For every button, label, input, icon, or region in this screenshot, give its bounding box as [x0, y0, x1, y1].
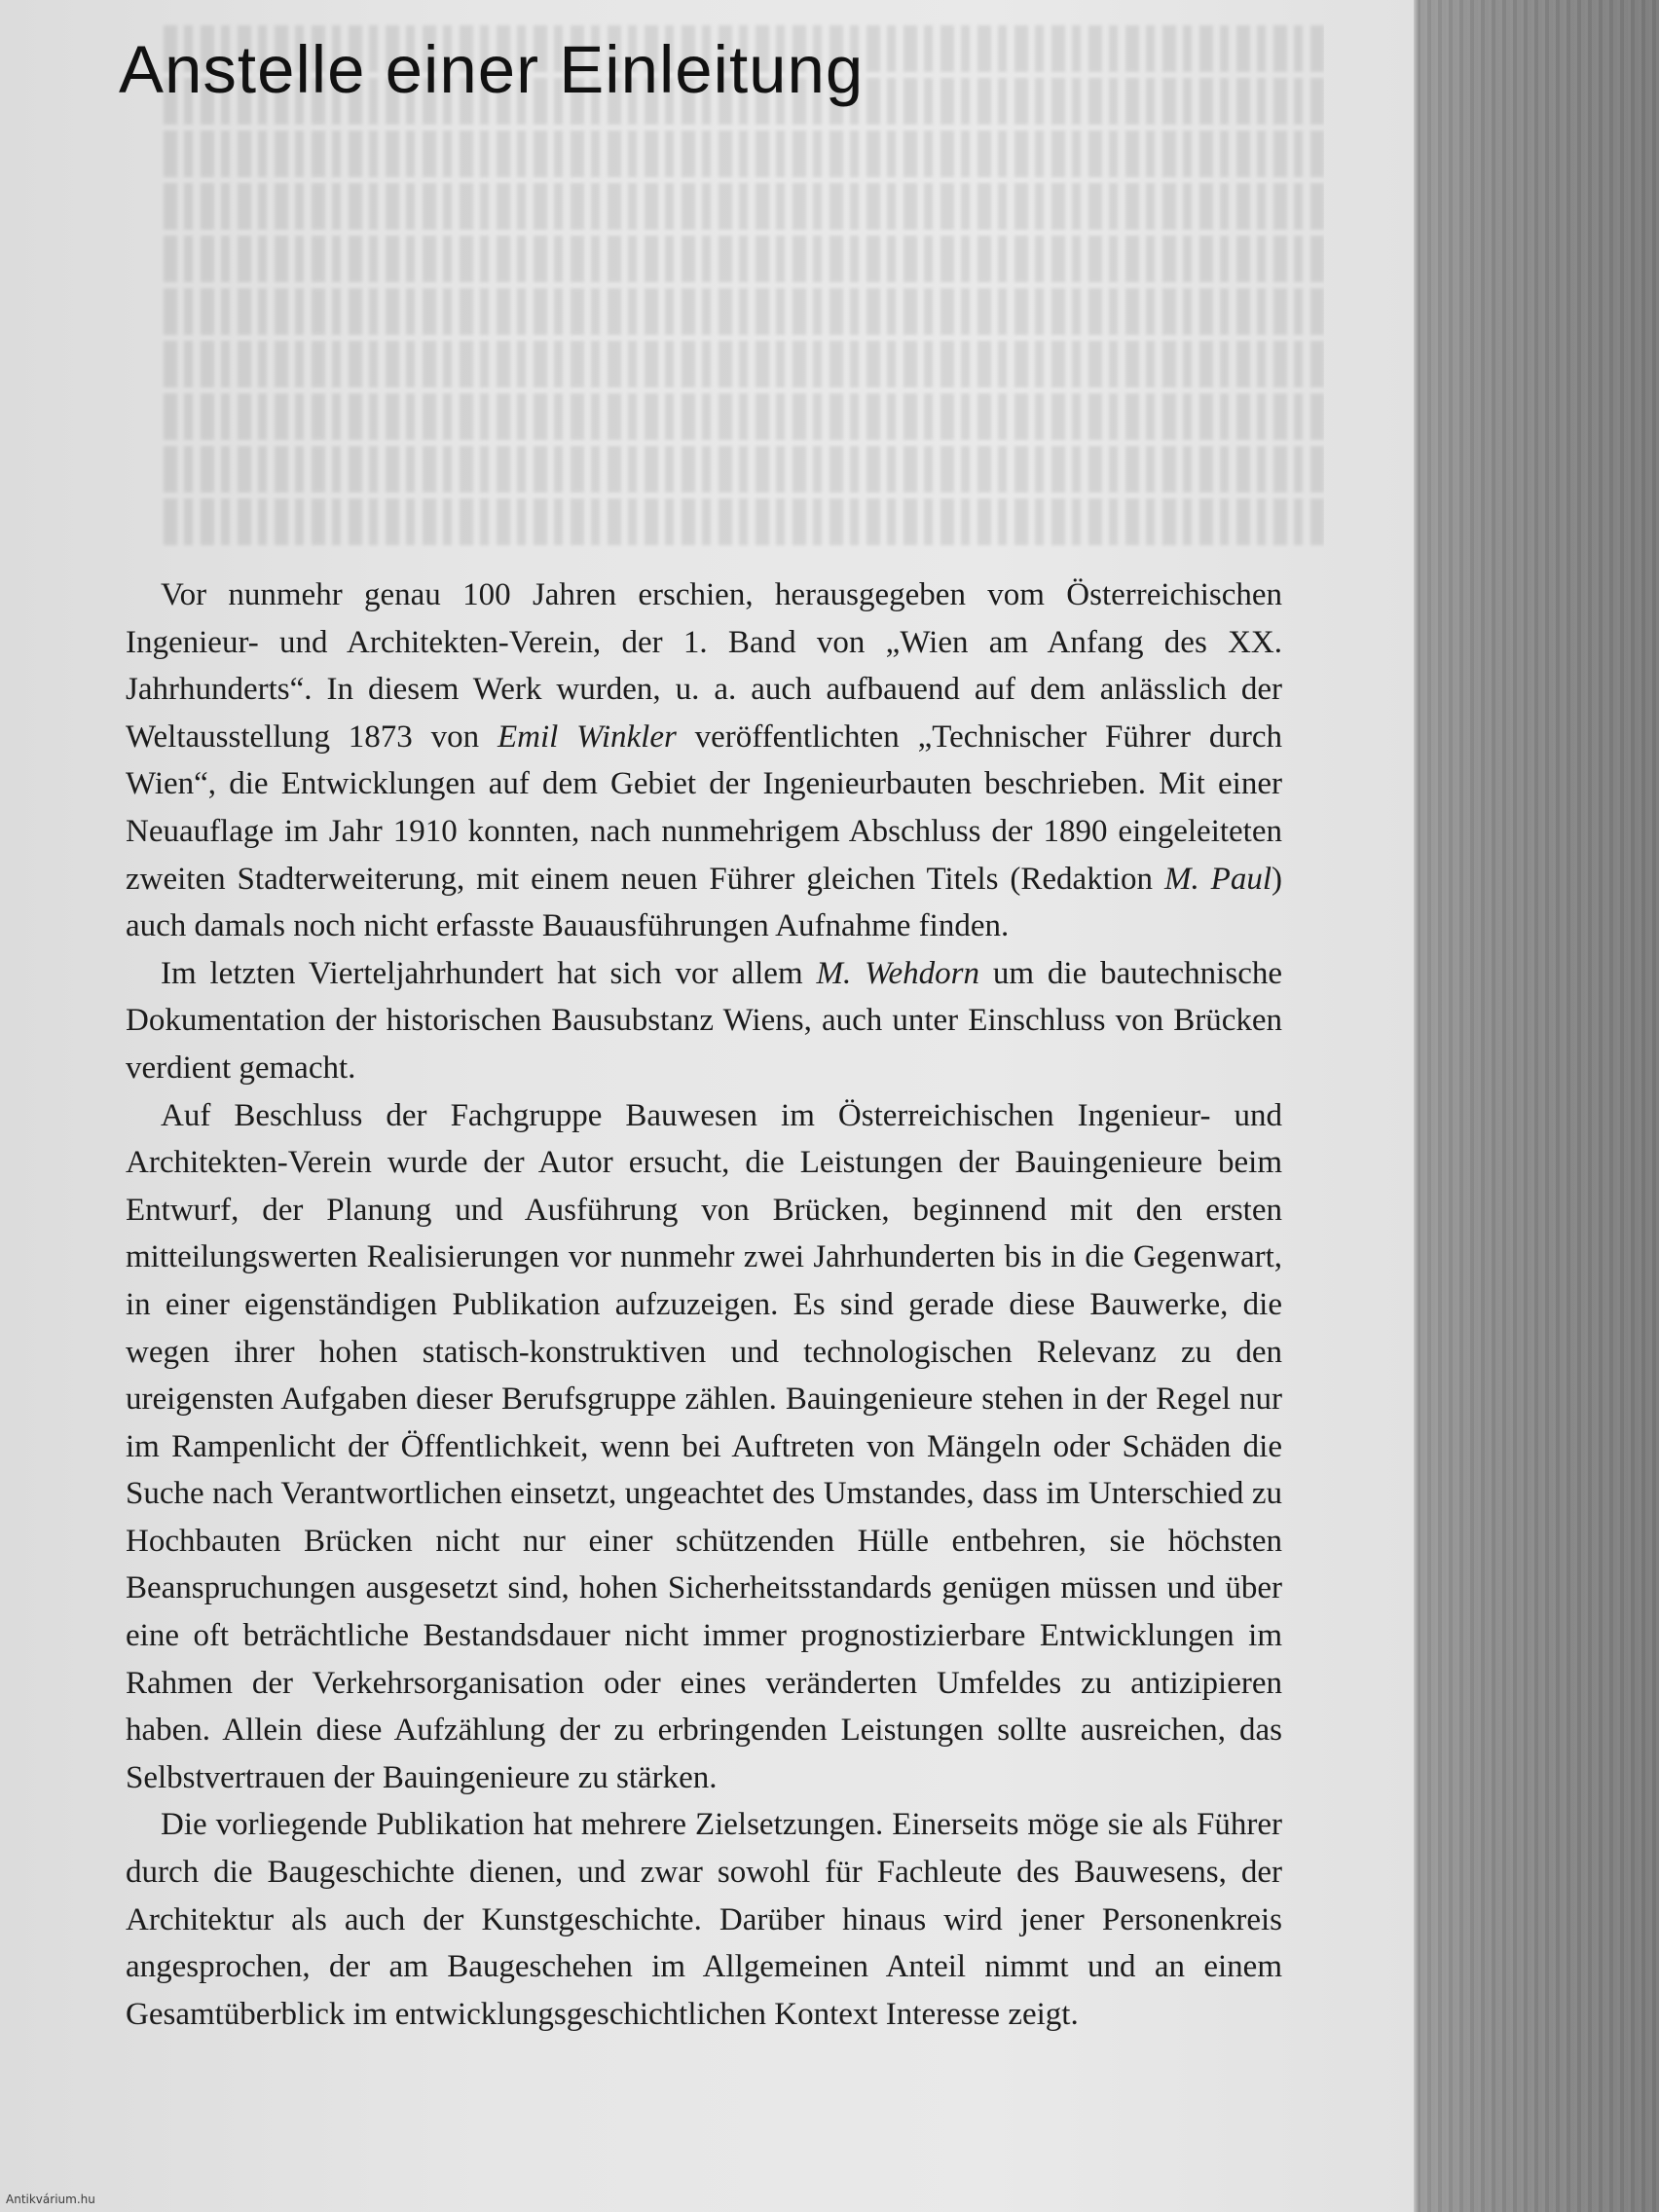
italic-name: M. Wehdorn [816, 955, 980, 991]
italic-name: M. Paul [1163, 861, 1272, 897]
watermark: Antikvárium.hu [6, 2193, 95, 2206]
text-segment: Vor nunmehr genau 100 Jahren erschien, herausgegeben vom Österreichischen Ingenieur- und Architekten-Verein, der 1. Band von „Wien am Anfang des XX. Jahrhunderts“. In diesem Werk wurden, u. a. auch aufbauend auf dem anlässlich der Weltausstellung 1873 von [126, 577, 1282, 755]
text-segment: ) auch damals noch nicht erfasste Bauausführungen Aufnahme finden. [126, 861, 1282, 944]
page-edge [1414, 0, 1419, 2212]
text-segment: um die bautechnische Dokumentation der historischen Bausubstanz Wiens, auch unter Einschluss von Brücken verdient gemacht. [126, 955, 1282, 1086]
body-text [126, 571, 1282, 2038]
paragraph-1 [126, 571, 1282, 950]
text-segment: Auf Beschluss der Fachgruppe Bauwesen im Österreichischen Ingenieur- und Architekten-Verein wurde der Autor ersucht, die Leistungen der Bauingenieure beim Entwurf, der Planung und Ausführung von Brücken, beginnend mit den ersten mitteilungswerten Realisierungen vor nunmehr zwei Jahrhunderten bis in die Gegenwart, in einer eigenständigen Publikation aufzuzeigen. Es sind gerade diese Bauwerke, die wegen ihrer hohen statisch-konstruktiven und technologischen Relevanz zu den ureigensten Aufgaben dieser Berufsgruppe zählen. Bauingenieure stehen in der Regel nur im Rampenlicht der Öffentlichkeit, wenn bei Auftreten von Mängeln oder Schäden die Suche nach Verantwortlichen einsetzt, ungeachtet des Umstandes, dass im Unterschied zu Hochbauten Brücken nicht nur einer schützenden Hülle entbehren, sie höchsten Beanspruchungen ausgesetzt sind, hohen Sicherheitsstandards genügen müssen und über eine oft beträchtliche Bestandsdauer nicht immer prognostizierbare Entwicklungen im Rahmen der Verkehrsorganisation oder eines veränderten Umfeldes zu antizipieren haben. Allein diese Aufzählung der zu erbringenden Leistungen sollte ausreichen, das Selbstvertrauen der Bauingenieure zu stärken. [126, 1097, 1282, 1795]
text-segment: Im letzten Vierteljahrhundert hat sich vor allem [161, 955, 817, 991]
paragraph-3 [126, 1092, 1282, 1802]
text-segment: Die vorliegende Publikation hat mehrere Zielsetzungen. Einerseits möge sie als Führer durch die Baugeschichte dienen, und zwar sowohl für Fachleute des Bauwesens, der Architektur als auch der Kunstgeschichte. Darüber hinaus wird jener Personenkreis angesprochen, der am Baugeschehen im Allgemeinen Anteil nimmt und an einem Gesamtüberblick im entwicklungsgeschichtlichen Kontext Interesse zeigt. [126, 1807, 1282, 2032]
paragraph-4 [126, 1801, 1282, 2038]
text-segment: veröffentlichten „Technischer Führer durch Wien“, die Entwicklungen auf dem Gebiet der Ingenieurbauten beschrieben. Mit einer Neuauflage im Jahr 1910 konnten, nach nunmehrigem Abschluss der 1890 eingeleiteten zweiten Stadterweiterung, mit einem neuen Führer gleichen Titels (Redaktion [126, 719, 1283, 897]
italic-name: Emil Winkler [498, 719, 677, 755]
book-gutter [1414, 0, 1659, 2212]
page-title: Anstelle einer Einleitung [119, 32, 865, 107]
paragraph-2 [126, 950, 1282, 1092]
